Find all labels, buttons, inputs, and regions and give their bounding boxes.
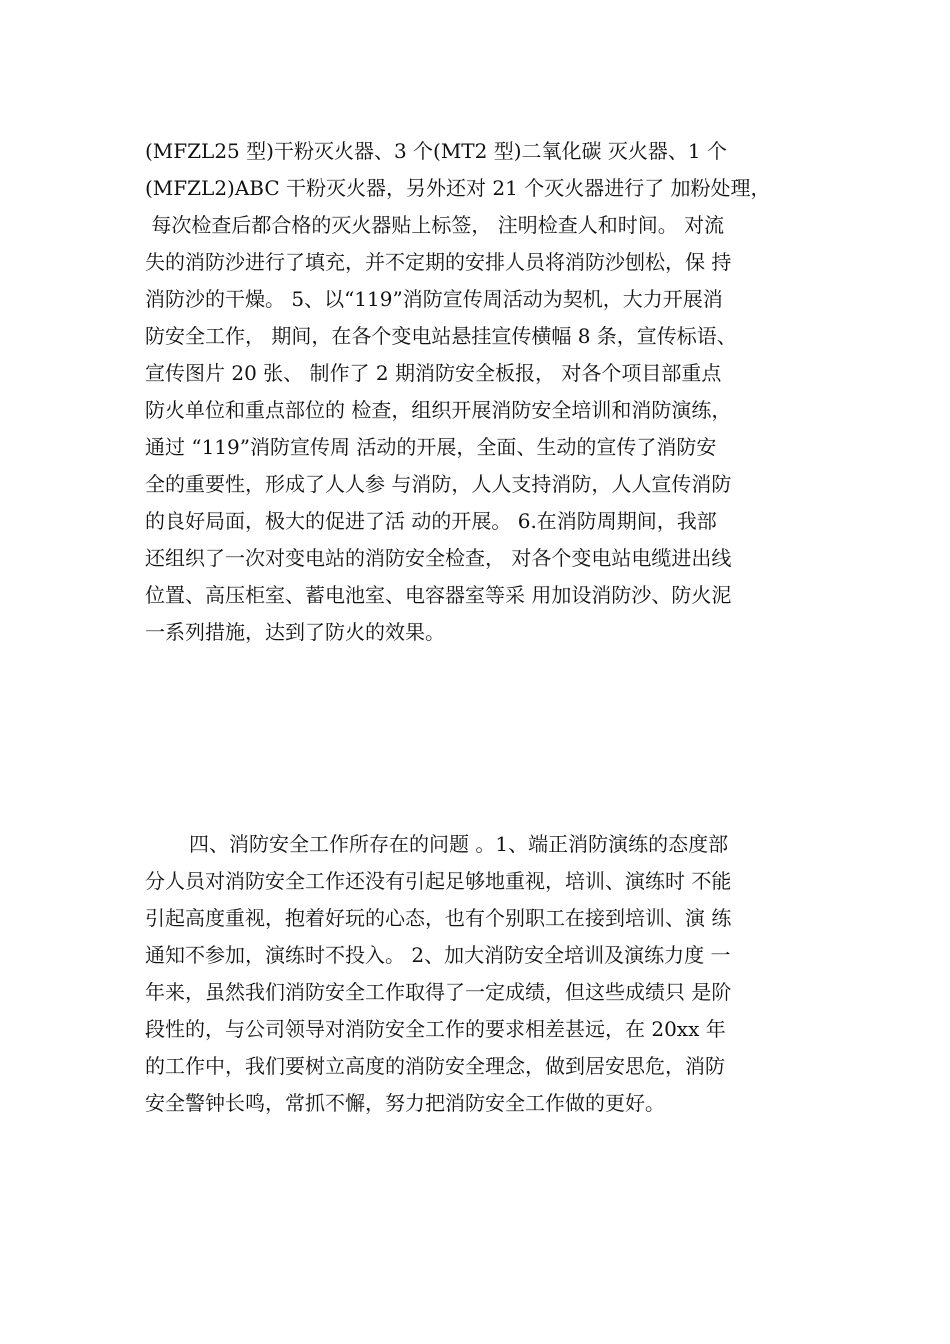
text-line: 的良好局面，极大的促进了活 动的开展。 6.在消防周期间，我部: [145, 509, 717, 533]
text-line: 失的消防沙进行了填充，并不定期的安排人员将消防沙刨松，保 持: [145, 250, 732, 274]
text-line: 位置、高压柜室、蓄电池室、电容器室等采 用加设消防沙、防火泥: [145, 583, 732, 607]
text-line: 分人员对消防安全工作还没有引起足够地重视，培训、演练时 不能: [145, 869, 732, 893]
text-line: 防火单位和重点部位的 检查，组织开展消防安全培训和消防演练，: [145, 398, 732, 422]
text-line: 段性的，与公司领导对消防安全工作的要求相差甚远，在 20xx 年: [145, 1017, 726, 1041]
section-heading-line: 四、消防安全工作所存在的问题 。1、端正消防演练的态度部: [189, 832, 729, 856]
text-line: 的工作中，我们要树立高度的消防安全理念，做到居安思危，消防: [145, 1054, 725, 1078]
text-line: (MFZL2)ABC 干粉灭火器，另外还对 21 个灭火器进行了 加粉处理，: [145, 176, 771, 200]
paragraph-fire-equipment-and-campaign: [145, 133, 825, 651]
text-line: 通知不参加，演练时不投入。 2、加大消防安全培训及演练力度 一: [145, 943, 731, 967]
text-line: (MFZL25 型)干粉灭火器、3 个(MT2 型)二氧化碳 灭火器、1 个: [145, 139, 727, 163]
text-line: 引起高度重视，抱着好玩的心态，也有个别职工在接到培训、演 练: [145, 906, 732, 930]
text-line: 安全警钟长鸣，常抓不懈，努力把消防安全工作做的更好。: [145, 1091, 665, 1115]
text-line: 全的重要性，形成了人人参 与消防，人人支持消防，人人宣传消防: [145, 472, 732, 496]
text-line: 通过 “119”消防宣传周 活动的开展，全面、生动的宣传了消防安: [145, 435, 717, 459]
text-line: 年来，虽然我们消防安全工作取得了一定成绩，但这些成绩只 是阶: [145, 980, 732, 1004]
paragraph-existing-problems: [145, 826, 825, 1122]
text-line: 一系列措施，达到了防火的效果。: [145, 620, 445, 644]
text-line: 宣传图片 20 张、 制作了 2 期消防安全板报， 对各个项目部重点: [145, 361, 722, 385]
text-line: 每次检查后都合格的灭火器贴上标签， 注明检查人和时间。 对流: [145, 213, 725, 237]
text-line: 防安全工作， 期间，在各个变电站悬挂宣传横幅 8 条，宣传标语、: [145, 324, 737, 348]
text-line: 还组织了一次对变电站的消防安全检查， 对各个变电站电缆进出线: [145, 546, 732, 570]
text-line: 消防沙的干燥。 5、以“119”消防宣传周活动为契机，大力开展消: [145, 287, 723, 311]
